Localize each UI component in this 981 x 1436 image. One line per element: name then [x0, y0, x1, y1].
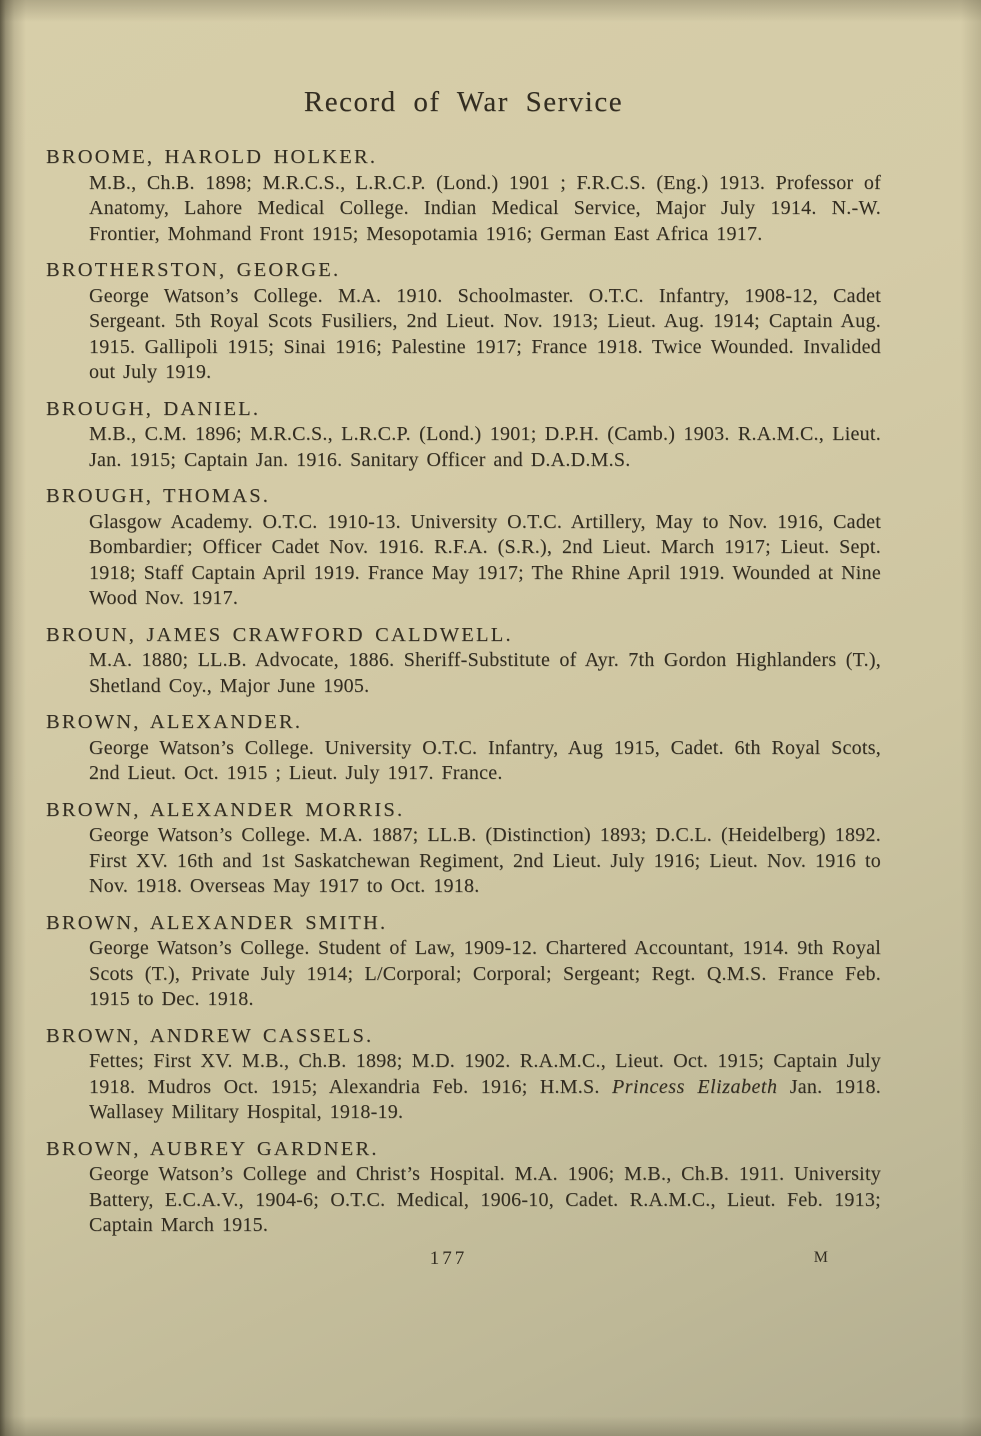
entry-body-text: George Watson’s College and Christ’s Hospital. M.A. 1906; M.B., Ch.B. 1911. University Battery, E.C.A.V., 1904-6; O.T.C. Medical, 1906-10, Cadet. R.A.M.C., Lieut. Feb. 1913; Captain March 1915. [89, 1163, 881, 1236]
page-number: 177 [429, 1248, 468, 1269]
entry [46, 145, 881, 247]
entry [46, 484, 881, 612]
entry-name: BROUN, JAMES CRAWFORD CALDWELL. [46, 623, 513, 646]
entry-body [89, 736, 881, 787]
entry-body-text: M.B., C.M. 1896; M.R.C.S., L.R.C.P. (Lond.) 1901; D.P.H. (Camb.) 1903. R.A.M.C., Lieut. Jan. 1915; Captain Jan. 1916. Sanitary Officer and D.A.D.M.S. [89, 423, 881, 471]
entry [46, 258, 881, 386]
entry [46, 798, 881, 900]
entry-body-text: Jan. 1918. Wallasey Military Hospital, 1918-19. [89, 1075, 881, 1123]
entry-name: BROWN, ALEXANDER. [46, 711, 303, 733]
page-title: Record of War Service [303, 86, 624, 118]
entry-body-text: M.B., Ch.B. 1898; M.R.C.S., L.R.C.P. (Lond.) 1901 ; F.R.C.S. (Eng.) 1913. Professor of Anatomy, Lahore Medical College. Indian Medical Service, Major July 1914. N.-W. Frontier, Mohmand Front 1915; Mesopotamia 1916; German East Africa 1917. [89, 171, 881, 245]
page-bottom-shadow [0, 1416, 981, 1436]
entry-name: BROWN, AUBREY GARDNER. [46, 1137, 379, 1160]
entry-name: BROWN, ANDREW CASSELS. [46, 1024, 374, 1047]
entry-body [89, 648, 881, 699]
entry [46, 911, 881, 1013]
page-gutter-shadow [0, 0, 26, 1436]
page-right-shadow [961, 0, 981, 1436]
entry-body-text: George Watson’s College. M.A. 1910. Schoolmaster. O.T.C. Infantry, 1908-12, Cadet Sergeant. 5th Royal Scots Fusiliers, 2nd Lieut. Nov. 1913; Lieut. Aug. 1914; Captain Aug. 1915. Gallipoli 1915; Sinai 1916; Palestine 1917; France 1918. Twice Wounded. Invalided out July 1919. [89, 284, 881, 383]
entry-name: BROWN, ALEXANDER SMITH. [46, 911, 388, 934]
signature-mark: M [813, 1249, 829, 1266]
entry-name: BROUGH, THOMAS. [46, 485, 271, 507]
page-footer [46, 1248, 881, 1270]
entry [46, 1024, 881, 1126]
entry-body [89, 823, 881, 900]
entry [46, 1137, 881, 1239]
ship-name-italic: Princess Elizabeth [611, 1075, 778, 1098]
entry-body [89, 1162, 881, 1239]
entry-body-text: George Watson’s College. Student of Law, 1909-12. Chartered Accountant, 1914. 9th Royal Scots (T.), Private July 1914; L/Corporal; Corporal; Sergeant; Regt. Q.M.S. France Feb. 1915 to Dec. 1918. [89, 937, 881, 1010]
entry [46, 710, 881, 787]
entry-body-text: George Watson’s College. M.A. 1887; LL.B. (Distinction) 1893; D.C.L. (Heidelberg) 1892. First XV. 16th and 1st Saskatchewan Regiment, 2nd Lieut. July 1916; Lieut. Nov. 1916 to Nov. 1918. Overseas May 1917 to Oct. 1918. [89, 824, 881, 897]
entry-body-text: Fettes; First XV. M.B., Ch.B. 1898; M.D. 1902. R.A.M.C., Lieut. Oct. 1915; Captain July 1918. Mudros Oct. 1915; Alexandria Feb. 1916; H.M.S. [89, 1050, 881, 1098]
entry-body [89, 171, 881, 248]
entry-body [89, 936, 881, 1013]
entry [46, 623, 881, 700]
entry [46, 397, 881, 474]
entry-body [89, 510, 881, 612]
entry-name: BROUGH, DANIEL. [46, 397, 261, 420]
entry-body [89, 284, 881, 386]
entry-body-text: George Watson’s College. University O.T.C. Infantry, Aug 1915, Cadet. 6th Royal Scots, 2nd Lieut. Oct. 1915 ; Lieut. July 1917. France. [89, 736, 881, 784]
entry-body-text: Glasgow Academy. O.T.C. 1910-13. University O.T.C. Artillery, May to Nov. 1916, Cadet Bombardier; Officer Cadet Nov. 1916. R.F.A. (S.R.), 2nd Lieut. March 1917; Lieut. Sept. 1918; Staff Captain April 1919. France May 1917; The Rhine April 1919. Wounded at Nine Wood Nov. 1917. [89, 510, 881, 609]
entry-name: BROWN, ALEXANDER MORRIS. [46, 798, 405, 821]
entry-name: BROTHERSTON, GEORGE. [46, 259, 341, 281]
entry-body [89, 422, 881, 473]
entry-body [89, 1049, 881, 1126]
page-content [46, 0, 881, 1250]
entry-name: BROOME, HAROLD HOLKER. [46, 146, 378, 168]
entry-body-text: M.A. 1880; LL.B. Advocate, 1886. Sheriff-Substitute of Ayr. 7th Gordon Highlanders (T.), Shetland Coy., Major June 1905. [89, 649, 881, 697]
